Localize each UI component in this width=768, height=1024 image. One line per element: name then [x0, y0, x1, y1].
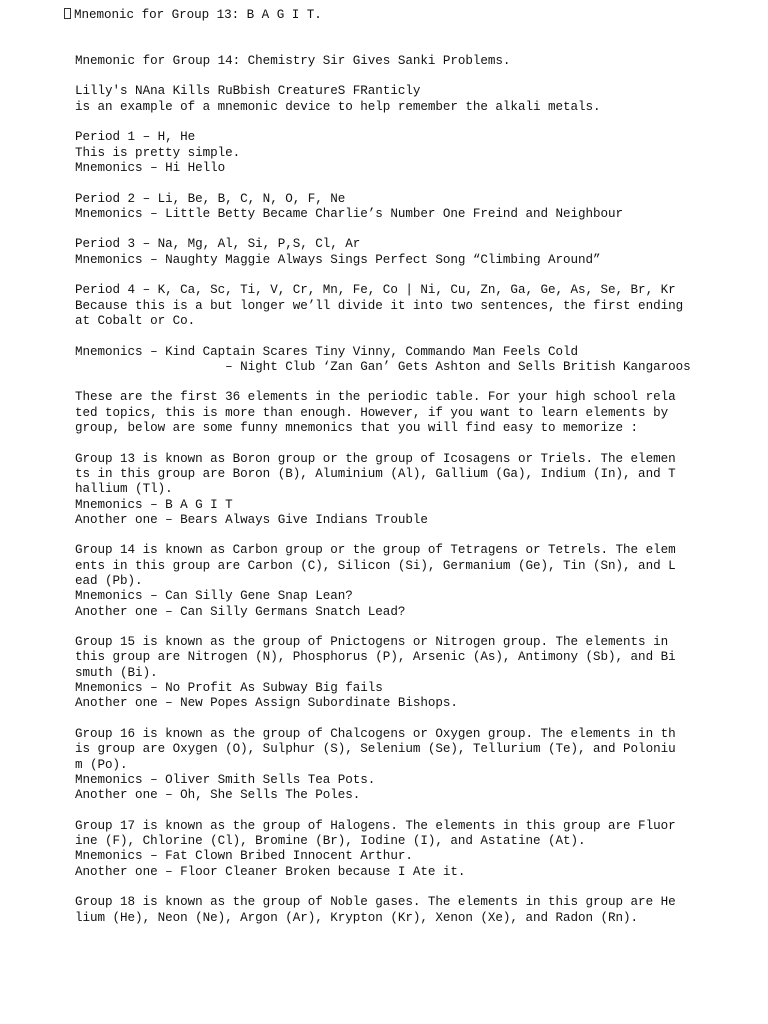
- text-line: Lilly's NAna Kills RuBbish CreatureS FRanticly: [75, 84, 421, 99]
- text-line: Mnemonics – B A G I T: [75, 497, 233, 512]
- text-line: m (Po).: [75, 757, 128, 772]
- text-line: Mnemonics – Kind Captain Scares Tiny Vinny, Commando Man Feels Cold: [75, 344, 579, 359]
- text-line: ead (Pb).: [75, 573, 143, 588]
- text-line: lium (He), Neon (Ne), Argon (Ar), Krypton (Kr), Xenon (Xe), and Radon (Rn).: [75, 910, 639, 925]
- text-line: ents in this group are Carbon (C), Silicon (Si), Germanium (Ge), Tin (Sn), and L: [75, 558, 676, 573]
- text-line: Period 4 – K, Ca, Sc, Ti, V, Cr, Mn, Fe, Co | Ni, Cu, Zn, Ga, Ge, As, Se, Br, Kr: [75, 283, 676, 298]
- text-line: Because this is a but longer we’ll divide it into two sentences, the first ending: [75, 298, 684, 313]
- text-line: Mnemonics – No Profit As Subway Big fails: [75, 681, 383, 696]
- paragraph: [75, 390, 765, 436]
- text-line: Mnemonics – Oliver Smith Sells Tea Pots.: [75, 772, 376, 787]
- text-line: ted topics, this is more than enough. However, if you want to learn elements by: [75, 405, 669, 420]
- text-line: Group 18 is known as the group of Noble gases. The elements in this group are He: [75, 895, 676, 910]
- text-line: Group 13 is known as Boron group or the group of Icosagens or Triels. The elemen: [75, 451, 676, 466]
- text-line: Another one – Can Silly Germans Snatch Lead?: [75, 604, 406, 619]
- paragraph: [75, 192, 765, 223]
- paragraph: [75, 283, 765, 329]
- text-line: is group are Oxygen (O), Sulphur (S), Selenium (Se), Tellurium (Te), and Poloniu: [75, 742, 676, 757]
- text-line: Group 17 is known as the group of Halogens. The elements in this group are Fluor: [75, 818, 676, 833]
- text-line: Another one – Oh, She Sells The Poles.: [75, 788, 361, 803]
- text-line: These are the first 36 elements in the periodic table. For your high school rela: [75, 390, 676, 405]
- paragraph: [75, 635, 765, 711]
- missing-glyph-icon: [64, 8, 71, 19]
- text-line: Another one – Bears Always Give Indians Trouble: [75, 512, 428, 527]
- text-line: this group are Nitrogen (N), Phosphorus (P), Arsenic (As), Antimony (Sb), and Bi: [75, 650, 676, 665]
- text-line: – Night Club ‘Zan Gan’ Gets Ashton and Sells British Kangaroos: [75, 359, 691, 374]
- paragraph: [75, 345, 765, 376]
- text-line: Mnemonics – Can Silly Gene Snap Lean?: [75, 589, 353, 604]
- paragraph: [75, 130, 765, 176]
- paragraph: [75, 819, 765, 880]
- paragraph: [75, 543, 765, 619]
- text-line: Group 15 is known as the group of Pnictogens or Nitrogen group. The elements in: [75, 635, 669, 650]
- paragraph: [75, 84, 765, 115]
- text-line: Mnemonics – Little Betty Became Charlie’s Number One Freind and Neighbour: [75, 206, 624, 221]
- text-line: hallium (Tl).: [75, 482, 173, 497]
- text-line: [64, 8, 765, 23]
- text-line: smuth (Bi).: [75, 665, 158, 680]
- text-line: Group 14 is known as Carbon group or the group of Tetragens or Tetrels. The elem: [75, 543, 676, 558]
- text-line: group, below are some funny mnemonics that you will find easy to memorize :: [75, 421, 639, 436]
- text-line: ine (F), Chlorine (Cl), Bromine (Br), Iodine (I), and Astatine (At).: [75, 834, 586, 849]
- text-line: This is pretty simple.: [75, 145, 241, 160]
- paragraph: [75, 727, 765, 803]
- text-line: Mnemonic for Group 14: Chemistry Sir Gives Sanki Problems.: [75, 53, 511, 68]
- paragraph: [75, 54, 765, 69]
- text-line: Mnemonics – Naughty Maggie Always Sings Perfect Song “Climbing Around”: [75, 252, 601, 267]
- text-line: Another one – New Popes Assign Subordinate Bishops.: [75, 696, 458, 711]
- text-line: Mnemonics – Hi Hello: [75, 160, 226, 175]
- text-line: is an example of a mnemonic device to help remember the alkali metals.: [75, 99, 601, 114]
- text-line: Period 3 – Na, Mg, Al, Si, P,S, Cl, Ar: [75, 237, 361, 252]
- text-line: ts in this group are Boron (B), Aluminium (Al), Gallium (Ga), Indium (In), and T: [75, 466, 676, 481]
- paragraph: [75, 8, 765, 23]
- text-line: Period 2 – Li, Be, B, C, N, O, F, Ne: [75, 191, 346, 206]
- text-line: at Cobalt or Co.: [75, 313, 196, 328]
- paragraph: [75, 237, 765, 268]
- text-line: Period 1 – H, He: [75, 130, 196, 145]
- paragraph: [75, 452, 765, 528]
- document-body: [75, 8, 765, 941]
- text-line-content: Mnemonic for Group 13: B A G I T.: [74, 8, 322, 22]
- text-line: Another one – Floor Cleaner Broken because I Ate it.: [75, 864, 466, 879]
- text-line: Mnemonics – Fat Clown Bribed Innocent Arthur.: [75, 849, 413, 864]
- paragraph: [75, 895, 765, 926]
- text-line: Group 16 is known as the group of Chalcogens or Oxygen group. The elements in th: [75, 726, 676, 741]
